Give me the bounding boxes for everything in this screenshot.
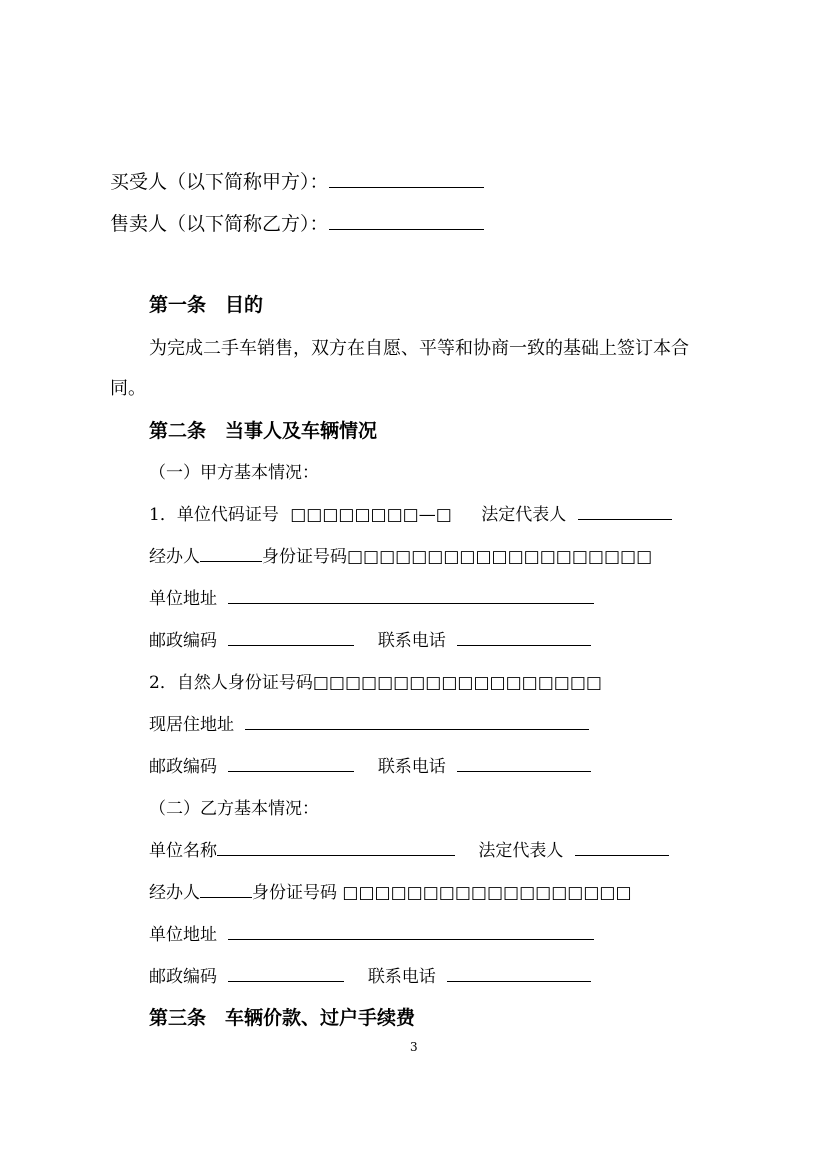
party-b-legal-rep-label: 法定代表人 [478,841,564,861]
buyer-label: 买受人（以下简称甲方）： [110,171,329,193]
phone2-blank[interactable] [457,754,591,772]
party-a-address-line [149,584,594,609]
agent-label: 经办人 [149,547,200,567]
phone-label: 联系电话 [377,631,446,651]
article1-title: 第一条 目的 [149,294,264,316]
seller-label: 售卖人（以下简称乙方）： [110,213,329,235]
address-blank[interactable] [228,586,594,604]
party-a-contact-line [149,626,591,651]
legal-rep-blank[interactable] [578,502,672,520]
party-b-address-blank[interactable] [228,922,594,940]
party-b-phone-label: 联系电话 [367,967,436,987]
address-label: 单位地址 [149,589,217,609]
party-a-contact2-line [149,752,591,777]
seller-blank[interactable] [329,212,484,230]
page-number: 3 [410,1040,418,1054]
party-b-agent-blank[interactable] [200,880,252,898]
article2-title: 第二条 当事人及车辆情况 [149,420,378,442]
party-b-legal-rep-blank[interactable] [575,838,669,856]
seller-line [110,209,484,236]
buyer-blank[interactable] [329,170,484,188]
party-b-postcode-label: 邮政编码 [149,967,217,987]
postcode2-blank[interactable] [228,754,354,772]
party-b-id-boxes[interactable]: □□□□□□□□□□□□□□□□□□ [342,883,632,903]
natural-person-id-boxes[interactable]: □□□□□□□□□□□□□□□□□□ [312,673,602,693]
postcode-label: 邮政编码 [149,631,217,651]
party-b-address-line [149,920,594,945]
party-b-heading: （二）乙方基本情况： [149,799,319,819]
party-b-address-label: 单位地址 [149,925,217,945]
unit-code-boxes[interactable]: □□□□□□□□—□ [290,505,452,525]
phone-blank[interactable] [457,628,591,646]
article1-body-line2: 同。 [110,378,146,399]
party-b-id-label: 身份证号码 [252,883,337,903]
party-a-residence-line [149,710,589,735]
party-b-agent-line [149,878,632,903]
unit-name-label: 单位名称 [149,841,217,861]
postcode2-label: 邮政编码 [149,757,217,777]
agent-blank[interactable] [200,544,262,562]
party-b-contact-line [149,962,591,987]
party-b-phone-blank[interactable] [447,964,591,982]
party-a-item2-line [149,668,602,693]
natural-person-id-label: 2．自然人身份证号码 [149,673,313,693]
party-a-item1-line [149,500,672,525]
id-label: 身份证号码 [262,547,347,567]
legal-rep-label: 法定代表人 [481,505,567,525]
party-a-heading: （一）甲方基本情况： [149,463,319,483]
id-boxes[interactable]: □□□□□□□□□□□□□□□□□□□ [347,547,653,567]
party-b-unit-line [149,836,669,861]
article3-title: 第三条 车辆价款、过户手续费 [149,1007,416,1029]
party-b-postcode-blank[interactable] [228,964,344,982]
postcode-blank[interactable] [228,628,354,646]
phone2-label: 联系电话 [377,757,446,777]
party-a-agent-line [149,542,652,567]
residence-blank[interactable] [245,712,589,730]
party-b-agent-label: 经办人 [149,883,200,903]
article1-body-line1: 为完成二手车销售，双方在自愿、平等和协商一致的基础上签订本合 [149,338,689,359]
residence-label: 现居住地址 [149,715,234,735]
unit-name-blank[interactable] [217,838,455,856]
buyer-line [110,167,484,194]
unit-code-label: 1．单位代码证号 [149,505,279,525]
